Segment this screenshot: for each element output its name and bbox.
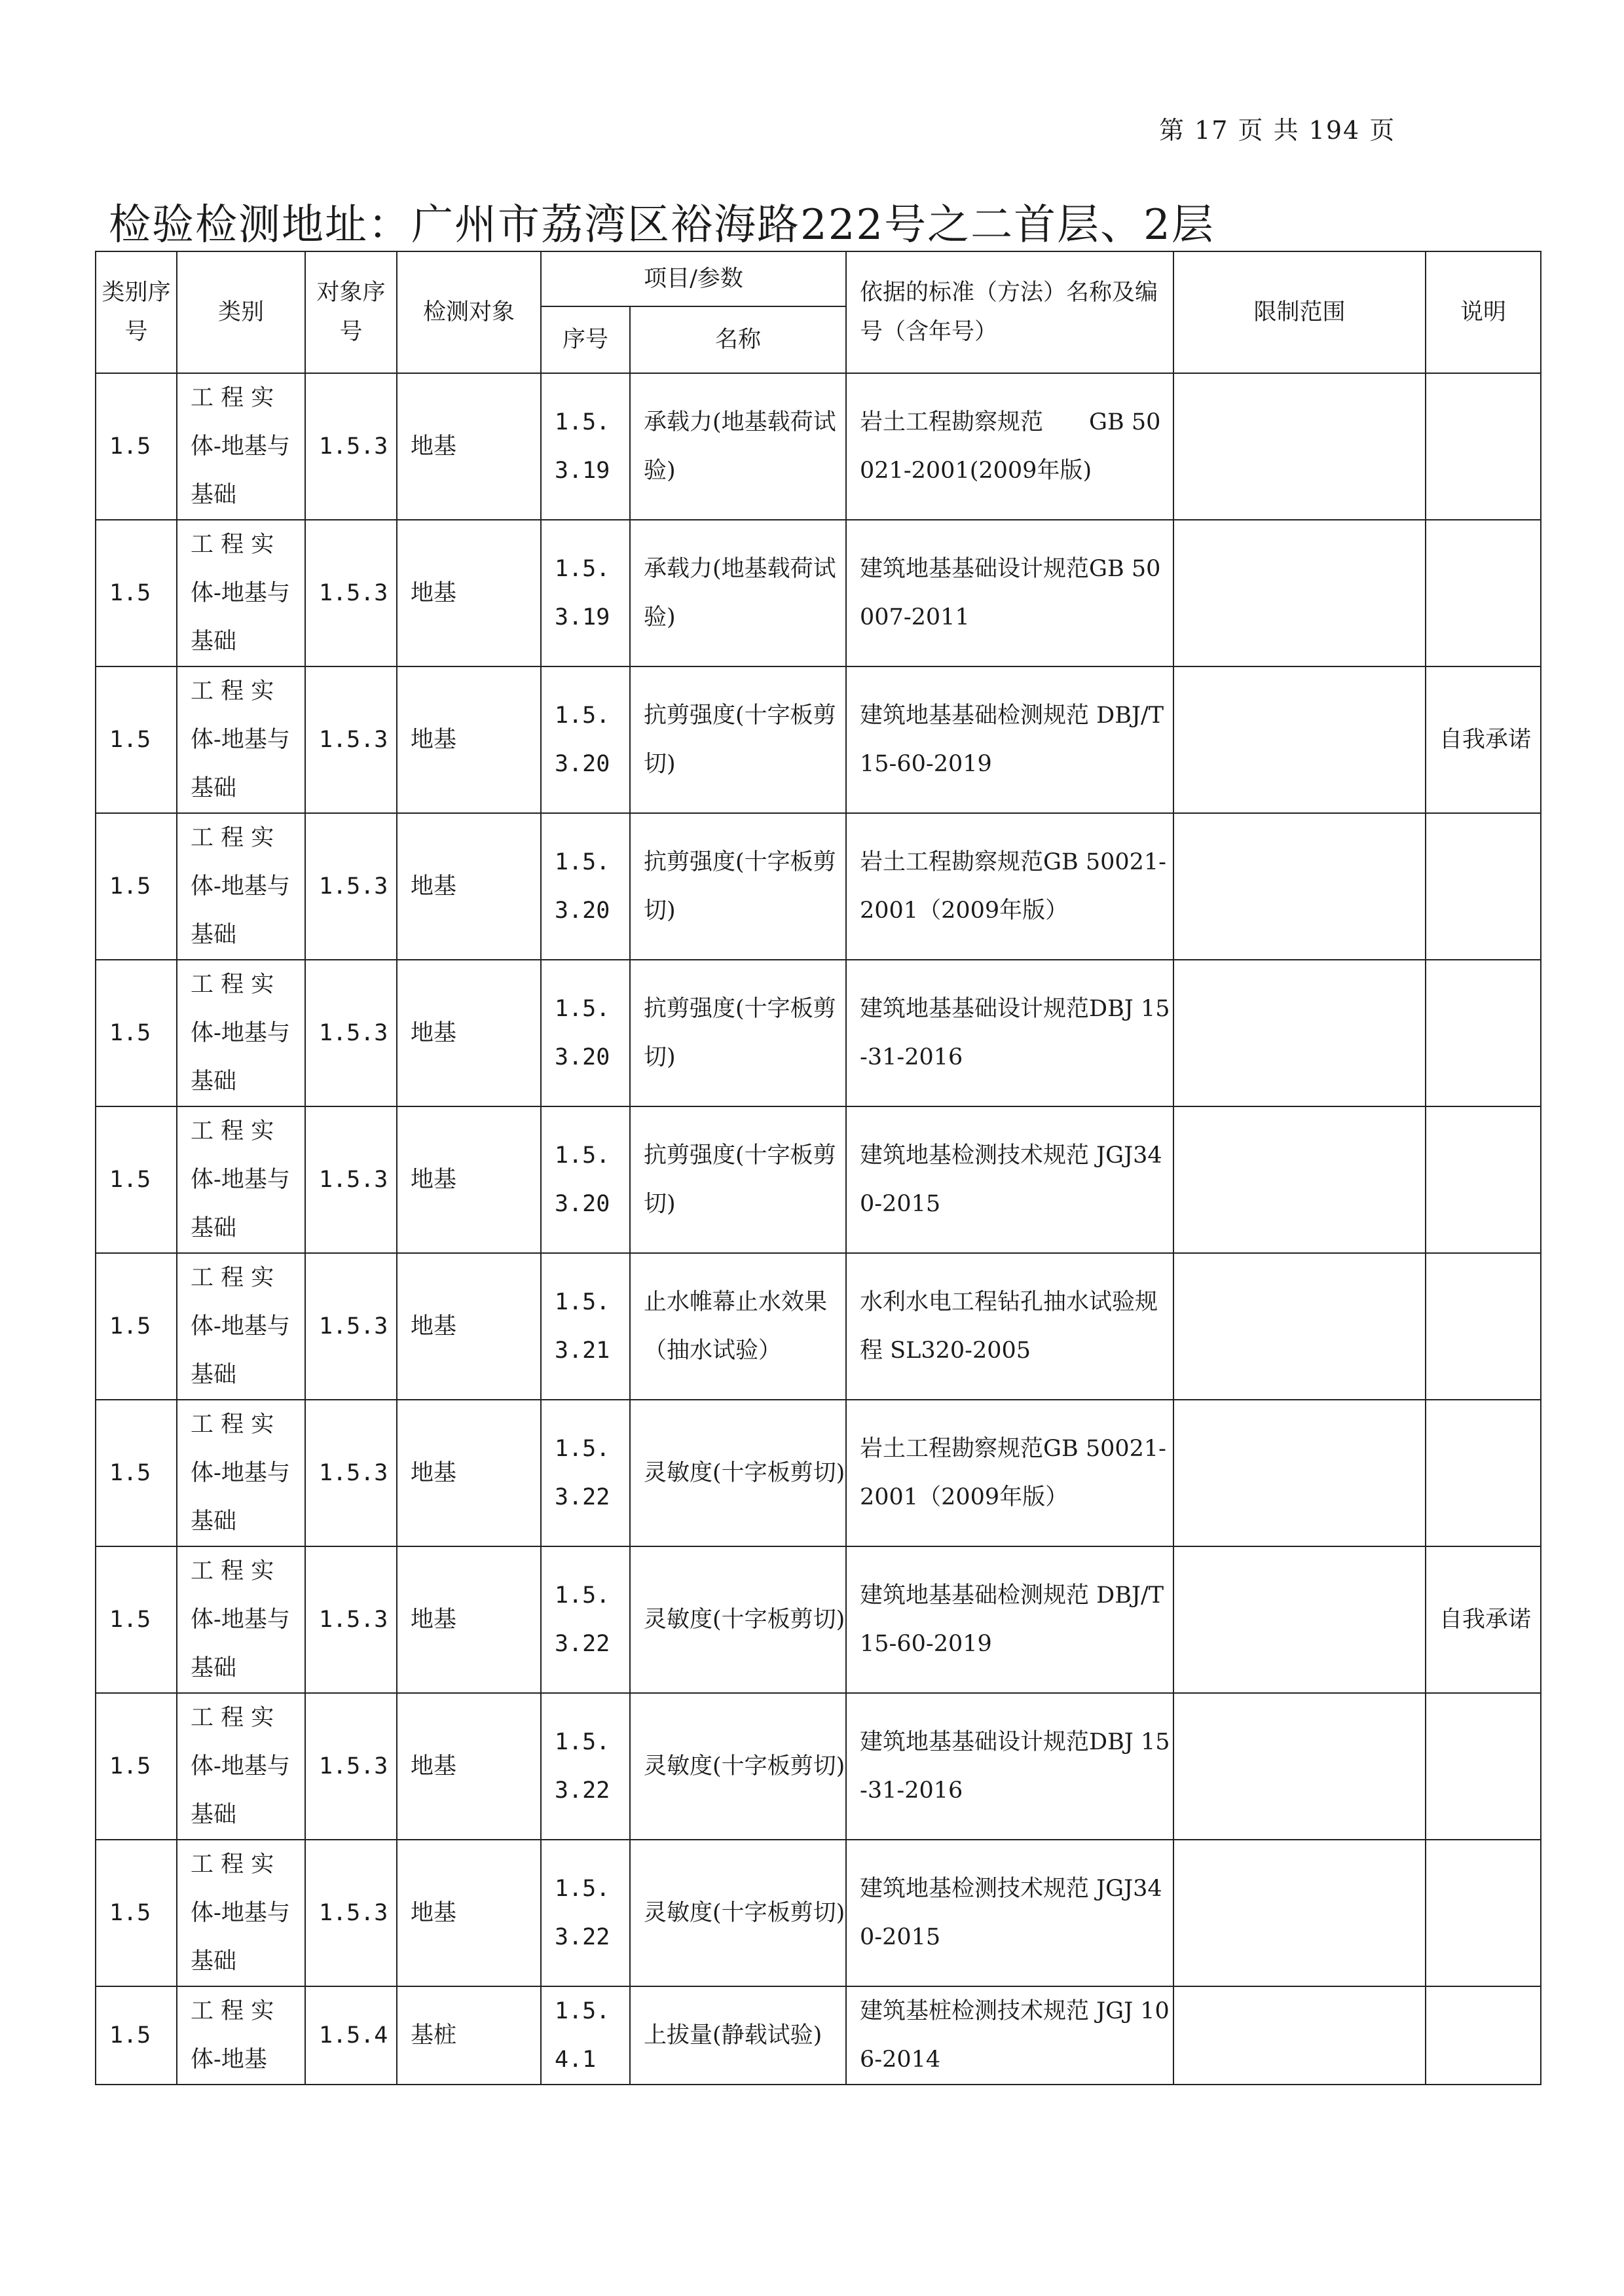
cell-object: 地基 xyxy=(397,1840,541,1986)
cell-standard: 水利水电工程钻孔抽水试验规程 SL320-2005 xyxy=(846,1253,1173,1400)
table-row xyxy=(96,960,1541,1106)
cell-limit xyxy=(1173,1546,1426,1693)
cell-object: 基桩 xyxy=(397,1986,541,2085)
table-header xyxy=(96,251,1541,373)
cell-param-no: 1.5.3.21 xyxy=(541,1253,630,1400)
cell-standard: 岩土工程勘察规范GB 50021-2001（2009年版） xyxy=(846,813,1173,960)
table-row xyxy=(96,666,1541,813)
cell-obj-no: 1.5.3 xyxy=(305,520,397,666)
cell-obj-no: 1.5.3 xyxy=(305,960,397,1106)
cell-limit xyxy=(1173,1253,1426,1400)
cell-param-no: 1.5.3.19 xyxy=(541,373,630,520)
cell-param-name: 承载力(地基载荷试验) xyxy=(630,373,846,520)
cell-note xyxy=(1426,1693,1541,1840)
cell-param-no: 1.5.3.20 xyxy=(541,813,630,960)
cell-param-name: 灵敏度(十字板剪切) xyxy=(630,1400,846,1546)
table-row xyxy=(96,1400,1541,1546)
cell-note xyxy=(1426,1840,1541,1986)
cell-standard: 建筑地基基础设计规范DBJ 15-31-2016 xyxy=(846,1693,1173,1840)
table-row xyxy=(96,813,1541,960)
cell-standard: 建筑地基基础设计规范DBJ 15-31-2016 xyxy=(846,960,1173,1106)
table-row xyxy=(96,1253,1541,1400)
cell-standard: 岩土工程勘察规范GB 50021-2001（2009年版） xyxy=(846,1400,1173,1546)
cell-limit xyxy=(1173,960,1426,1106)
cell-limit xyxy=(1173,1840,1426,1986)
cell-note: 自我承诺 xyxy=(1426,1546,1541,1693)
cell-standard: 岩土工程勘察规范 GB 50021-2001(2009年版) xyxy=(846,373,1173,520)
cell-obj-no: 1.5.3 xyxy=(305,813,397,960)
cell-obj-no: 1.5.3 xyxy=(305,1546,397,1693)
cell-standard: 建筑基桩检测技术规范 JGJ 106-2014 xyxy=(846,1986,1173,2085)
cell-cat-no: 1.5 xyxy=(96,813,177,960)
header-category: 类别 xyxy=(177,251,305,373)
cell-cat-no: 1.5 xyxy=(96,960,177,1106)
cell-param-name: 抗剪强度(十字板剪切) xyxy=(630,960,846,1106)
header-param-group: 项目/参数 xyxy=(541,251,846,306)
cell-param-no: 1.5.3.20 xyxy=(541,960,630,1106)
cell-standard: 建筑地基检测技术规范 JGJ340-2015 xyxy=(846,1840,1173,1986)
cell-param-no: 1.5.3.22 xyxy=(541,1840,630,1986)
cell-cat-no: 1.5 xyxy=(96,1986,177,2085)
cell-param-name: 灵敏度(十字板剪切) xyxy=(630,1546,846,1693)
cell-object: 地基 xyxy=(397,1400,541,1546)
cell-category: 工 程 实体-地基与基础 xyxy=(177,666,305,813)
cell-cat-no: 1.5 xyxy=(96,666,177,813)
cell-cat-no: 1.5 xyxy=(96,1400,177,1546)
cell-note xyxy=(1426,1106,1541,1253)
cell-obj-no: 1.5.3 xyxy=(305,666,397,813)
cell-obj-no: 1.5.3 xyxy=(305,1400,397,1546)
cell-standard: 建筑地基基础设计规范GB 50007-2011 xyxy=(846,520,1173,666)
cell-standard: 建筑地基基础检测规范 DBJ/T 15-60-2019 xyxy=(846,1546,1173,1693)
header-standard: 依据的标准（方法）名称及编号（含年号） xyxy=(846,251,1173,373)
cell-standard: 建筑地基基础检测规范 DBJ/T 15-60-2019 xyxy=(846,666,1173,813)
header-obj-no: 对象序号 xyxy=(305,251,397,373)
cell-cat-no: 1.5 xyxy=(96,1840,177,1986)
cell-object: 地基 xyxy=(397,520,541,666)
cell-param-no: 1.5.4.1 xyxy=(541,1986,630,2085)
cell-param-no: 1.5.3.19 xyxy=(541,520,630,666)
table-row xyxy=(96,1986,1541,2085)
header-object: 检测对象 xyxy=(397,251,541,373)
cell-category: 工 程 实体-地基与基础 xyxy=(177,373,305,520)
cell-object: 地基 xyxy=(397,1546,541,1693)
cell-note: 自我承诺 xyxy=(1426,666,1541,813)
page-number: 第 17 页 共 194 页 xyxy=(1159,116,1396,145)
cell-cat-no: 1.5 xyxy=(96,373,177,520)
cell-limit xyxy=(1173,1693,1426,1840)
cell-param-name: 抗剪强度(十字板剪切) xyxy=(630,1106,846,1253)
cell-note xyxy=(1426,520,1541,666)
cell-category: 工 程 实体-地基与基础 xyxy=(177,1546,305,1693)
header-limit: 限制范围 xyxy=(1173,251,1426,373)
cell-note xyxy=(1426,1253,1541,1400)
cell-category: 工 程 实体-地基与基础 xyxy=(177,960,305,1106)
cell-param-no: 1.5.3.22 xyxy=(541,1546,630,1693)
cell-param-name: 灵敏度(十字板剪切) xyxy=(630,1840,846,1986)
cell-note xyxy=(1426,1986,1541,2085)
cell-cat-no: 1.5 xyxy=(96,1106,177,1253)
table-row xyxy=(96,1546,1541,1693)
header-cat-no: 类别序号 xyxy=(96,251,177,373)
cell-param-no: 1.5.3.22 xyxy=(541,1400,630,1546)
cell-param-no: 1.5.3.22 xyxy=(541,1693,630,1840)
cell-param-name: 止水帷幕止水效果（抽水试验） xyxy=(630,1253,846,1400)
cell-obj-no: 1.5.4 xyxy=(305,1986,397,2085)
cell-param-no: 1.5.3.20 xyxy=(541,666,630,813)
table-row xyxy=(96,1840,1541,1986)
cell-note xyxy=(1426,960,1541,1106)
cell-param-name: 承载力(地基载荷试验) xyxy=(630,520,846,666)
cell-limit xyxy=(1173,520,1426,666)
cell-limit xyxy=(1173,373,1426,520)
cell-obj-no: 1.5.3 xyxy=(305,1693,397,1840)
cell-obj-no: 1.5.3 xyxy=(305,1840,397,1986)
cell-category: 工 程 实体-地基与基础 xyxy=(177,520,305,666)
scope-table xyxy=(95,251,1541,2085)
cell-cat-no: 1.5 xyxy=(96,1253,177,1400)
cell-cat-no: 1.5 xyxy=(96,1693,177,1840)
table-body xyxy=(96,373,1541,2085)
cell-param-name: 抗剪强度(十字板剪切) xyxy=(630,666,846,813)
cell-obj-no: 1.5.3 xyxy=(305,373,397,520)
header-note: 说明 xyxy=(1426,251,1541,373)
cell-category: 工 程 实体-地基 xyxy=(177,1986,305,2085)
cell-limit xyxy=(1173,1986,1426,2085)
cell-param-name: 灵敏度(十字板剪切) xyxy=(630,1693,846,1840)
cell-param-name: 抗剪强度(十字板剪切) xyxy=(630,813,846,960)
cell-note xyxy=(1426,1400,1541,1546)
cell-param-no: 1.5.3.20 xyxy=(541,1106,630,1253)
cell-limit xyxy=(1173,666,1426,813)
header-param-name: 名称 xyxy=(630,306,846,373)
cell-note xyxy=(1426,813,1541,960)
cell-note xyxy=(1426,373,1541,520)
cell-obj-no: 1.5.3 xyxy=(305,1106,397,1253)
cell-category: 工 程 实体-地基与基础 xyxy=(177,813,305,960)
cell-category: 工 程 实体-地基与基础 xyxy=(177,1400,305,1546)
cell-cat-no: 1.5 xyxy=(96,1546,177,1693)
cell-limit xyxy=(1173,1400,1426,1546)
table-row xyxy=(96,520,1541,666)
table-row xyxy=(96,1106,1541,1253)
cell-limit xyxy=(1173,1106,1426,1253)
cell-object: 地基 xyxy=(397,813,541,960)
cell-category: 工 程 实体-地基与基础 xyxy=(177,1106,305,1253)
cell-object: 地基 xyxy=(397,373,541,520)
cell-obj-no: 1.5.3 xyxy=(305,1253,397,1400)
cell-object: 地基 xyxy=(397,1693,541,1840)
cell-object: 地基 xyxy=(397,1106,541,1253)
cell-category: 工 程 实体-地基与基础 xyxy=(177,1253,305,1400)
cell-category: 工 程 实体-地基与基础 xyxy=(177,1693,305,1840)
table-row xyxy=(96,373,1541,520)
cell-cat-no: 1.5 xyxy=(96,520,177,666)
cell-param-name: 上拔量(静载试验) xyxy=(630,1986,846,2085)
cell-standard: 建筑地基检测技术规范 JGJ340-2015 xyxy=(846,1106,1173,1253)
cell-object: 地基 xyxy=(397,666,541,813)
cell-object: 地基 xyxy=(397,960,541,1106)
testing-address: 检验检测地址：广州市荔湾区裕海路222号之二首层、2层 xyxy=(109,201,1215,249)
table-row xyxy=(96,1693,1541,1840)
header-param-no: 序号 xyxy=(541,306,630,373)
cell-object: 地基 xyxy=(397,1253,541,1400)
cell-category: 工 程 实体-地基与基础 xyxy=(177,1840,305,1986)
cell-limit xyxy=(1173,813,1426,960)
